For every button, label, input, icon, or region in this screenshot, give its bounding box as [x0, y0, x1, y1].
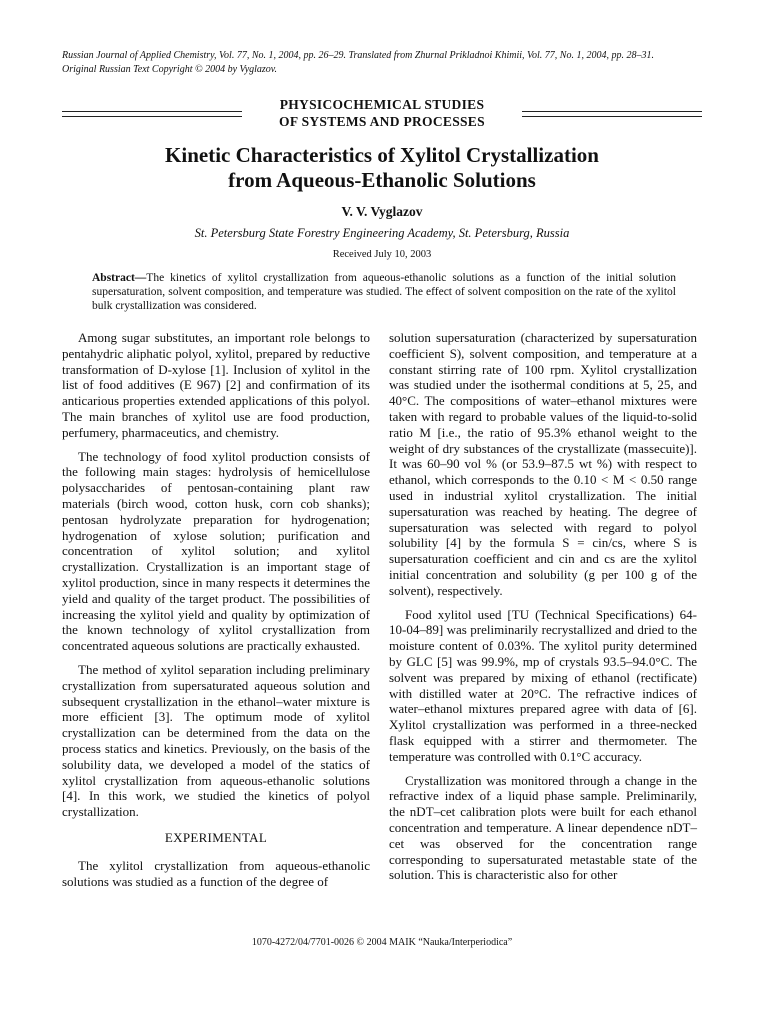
section-title-line1: PHYSICOCHEMICAL STUDIES — [279, 97, 485, 112]
section-title — [242, 96, 522, 130]
paragraph: The technology of food xylitol production consists of the following main stages: hydrolysis of hemicellulose polysaccharides of pentosan-containing plant raw materials (birch wood, cotton husk, corn cob shanks); pentosan hydrolyzate preparation for hydrogenation; hydrogenation of xylose solution; purification and concentration of xylitol solution; and xylitol crystallization. Crystallization is an important stage of xylitol production, since in many respects it determines the yield and quality of the target product. The possibilities of increasing the xylitol yield and quality by optimization of the known technology of xylitol crystallization from concentrated aqueous solutions are practically exhausted. — [62, 448, 370, 654]
body-column-left — [62, 330, 370, 897]
page-footer: 1070-4272/04/7701-0026 © 2004 MAIK “Nauka/Interperiodica” — [251, 937, 513, 948]
paragraph: solution supersaturation (characterized by supersaturation coefficient S), solvent composition, and temperature at a constant stirring rate of 100 rpm. Xylitol crystallization was studied under the isothermal conditions at 5, 25, and 40°C. The compositions of water–ethanol mixtures were taken with regard to probable values of the liquid-to-solid ratio M [i.e., the ratio of 95.3% ethanol weight to the weight of dry substances of the crystallizate (massecuite)]. It was 60–90 vol % (or 53.9–87.5 wt %) with respect to ethanol, which corresponds to the 0.10 < M < 0.50 range used in industrial xylitol crystallization. The initial supersaturation was reached by heating. The degree of supersaturation was selected with regard to polyol solubility [4] by the formula S = cin/cs, where S is supersaturation coefficient and cin and cs are the xylitol initial concentration and solubility (g per 100 g of the solvent), respectively. — [389, 330, 697, 598]
article-title — [62, 143, 702, 193]
banner-rule-left — [62, 111, 242, 117]
author-name: V. V. Vyglazov — [341, 204, 423, 219]
paragraph: The method of xylitol separation including preliminary crystallization from supersaturated aqueous solution and subsequent crystallization in the ethanol–water mixture is more efficient [3]. The optimum mode of xylitol crystallization can be determined from the data on the process statics and kinetics. Previously, on the basis of the solubility data, we developed a model of the statics of xylitol crystallization from aqueous-ethanolic solutions [4]. In this work, we studied the kinetics of polyol crystallization. — [62, 661, 370, 820]
section-title-line2: OF SYSTEMS AND PROCESSES — [279, 114, 485, 129]
copyright-line: Original Russian Text Copyright © 2004 by Vyglazov. — [62, 64, 278, 75]
banner-rule-right — [522, 111, 702, 117]
paragraph: Among sugar substitutes, an important role belongs to pentahydric aliphatic polyol, xylitol, prepared by reductive transformation of D-xylose [1]. Inclusion of xylitol in the list of food additives (E 967) [2] and confirmation of its anticarious properties extended applications of this polyol. The main branches of xylitol use are food production, perfumery, pharmaceutics, and chemistry. — [62, 330, 370, 440]
received-date: Received July 10, 2003 — [332, 249, 432, 260]
body-column-right — [389, 330, 697, 891]
abstract-text: The kinetics of xylitol crystallization from aqueous-ethanolic solutions as a function of the initial solution supersaturation, solvent composition, and temperature was studied. The effect of solvent composition on the rate of the xylitol bulk crystallization was considered. — [92, 272, 676, 312]
journal-header — [62, 49, 702, 77]
section-banner — [62, 96, 702, 130]
author-affiliation: St. Petersburg State Forestry Engineering Academy, St. Petersburg, Russia — [194, 226, 570, 240]
paragraph: Crystallization was monitored through a change in the refractive index of a liquid phase sample. Preliminarily, the nDT–cet calibration plots were built for each ethanol concentration and temperature. A linear dependence nDT–cet was observed for the concentration range corresponding to supersaturated metastable state of the solution. This is characteristic also for other — [389, 772, 697, 883]
article-title-line2: from Aqueous-Ethanolic Solutions — [228, 168, 536, 192]
section-heading-experimental: EXPERIMENTAL — [164, 829, 268, 845]
abstract — [92, 271, 676, 313]
paragraph: The xylitol crystallization from aqueous-ethanolic solutions was studied as a function of the degree of — [62, 857, 370, 889]
citation-line: Russian Journal of Applied Chemistry, Vol. 77, No. 1, 2004, pp. 26–29. Translated from Zhurnal Prikladnoi Khimii, Vol. 77, No. 1, 2004, pp. 28–31. — [62, 50, 654, 61]
abstract-label: Abstract— — [92, 272, 147, 284]
article-title-line1: Kinetic Characteristics of Xylitol Crystallization — [165, 143, 599, 167]
paragraph: Food xylitol used [TU (Technical Specifications) 64-10-04–89] was preliminarily recrystallized and dried to the moisture content of 0.03%. The xylitol purity determined by GLC [5] was 99.9%, mp of crystals 93.5–94.0°C. The solvent was prepared by mixing of ethanol (rectificate) with distilled water at 20°C. The refractive indices of water–ethanol mixtures prepared agree with data of [6]. Xylitol crystallization was performed in a three-necked flask equipped with a stirrer and thermometer. The temperature was controlled with 0.1°C accuracy. — [389, 606, 697, 764]
